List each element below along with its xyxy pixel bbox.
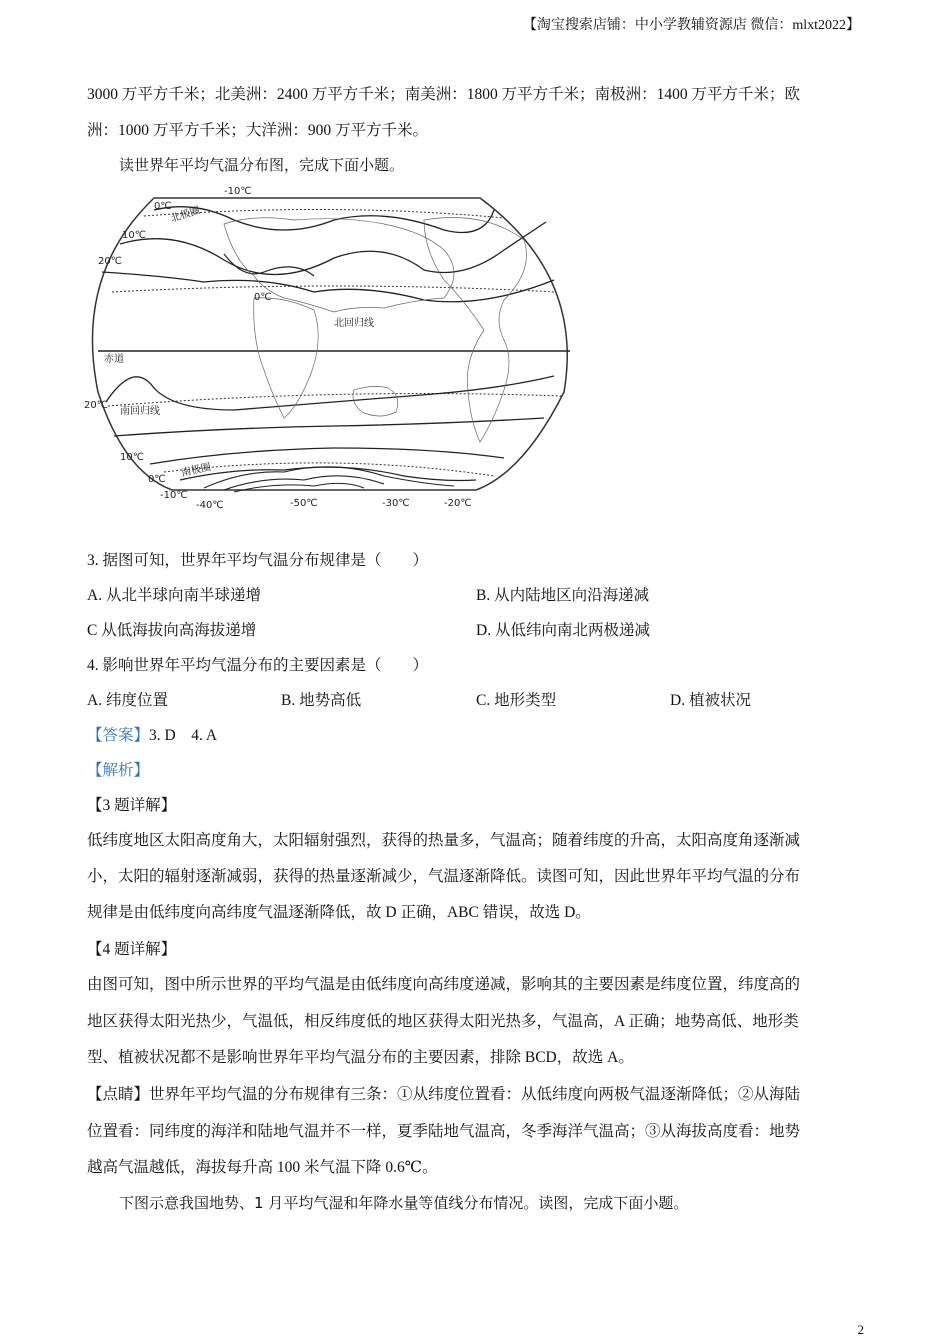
page-header: 【淘宝搜索店铺：中小学教辅资源店 微信：mlxt2022】 bbox=[522, 18, 860, 33]
label-equator: 赤道 bbox=[104, 354, 124, 365]
q4-detail-line-2: 地区获得太阳光热少，气温低，相反纬度低的地区获得太阳光热多，气温高，A 正确；地势高低、地形类 bbox=[87, 1013, 799, 1030]
q4-detail-line-3: 型、植被状况都不是影响世界年平均气温分布的主要因素，排除 BCD，故选 A。 bbox=[87, 1049, 634, 1066]
q4-option-b: B. 地势高低 bbox=[281, 692, 362, 709]
tropic-cancer-line bbox=[112, 286, 556, 292]
isotherm-s-10 bbox=[114, 418, 544, 436]
label-left-20s: 20℃ bbox=[84, 400, 108, 411]
q3-detail-line-3: 规律是由低纬度向高纬度气温逐渐降低，故 D 正确，ABC 错误，故选 D。 bbox=[87, 904, 591, 921]
label-bottom-m50: -50℃ bbox=[290, 498, 318, 509]
isotherm-n-0 bbox=[154, 207, 494, 233]
section2-title: 下图示意我国地势、1 月平均气湿和年降水量等值线分布情况。读图，完成下面小题。 bbox=[119, 1194, 689, 1212]
answer-row bbox=[87, 723, 217, 745]
isotherm-s-m10 bbox=[180, 467, 476, 480]
q4-option-a: A. 纬度位置 bbox=[87, 692, 168, 709]
q3-option-c: C 从低海拔向高海拔递增 bbox=[87, 622, 257, 639]
tip-line-3: 越高气温越低，海拔每升高 100 米气温下降 0.6℃。 bbox=[87, 1159, 438, 1176]
label-arctic-circle: 北极圈 bbox=[169, 205, 202, 225]
section1-title: 读世界年平均气温分布图，完成下面小题。 bbox=[119, 156, 405, 174]
q3-detail-tag: 【3 题详解】 bbox=[87, 797, 177, 814]
isotherm-n-10 bbox=[120, 222, 546, 275]
isotherm-s-m30 bbox=[224, 476, 384, 490]
q3-detail-line-1: 低纬度地区太阳高度角大，太阳辐射强烈，获得的热量多，气温高；随着纬度的升高，太阳高度角逐渐减 bbox=[87, 832, 801, 849]
isotherm-s-20 bbox=[106, 376, 554, 410]
answer-text: 3. D 4. A bbox=[149, 727, 218, 744]
answer-tag: 【答案】 bbox=[87, 727, 150, 744]
label-left-10s: 10℃ bbox=[120, 452, 144, 463]
analysis-tag: 【解析】 bbox=[87, 762, 150, 779]
label-left-20: 20℃ bbox=[98, 256, 122, 267]
intro-line-2: 洲：1000 万平方千米；大洋洲：900 万平方千米。 bbox=[87, 122, 429, 139]
label-antarctic-circle: 南极圈 bbox=[180, 461, 212, 479]
label-bottom-m30: -30℃ bbox=[382, 498, 410, 509]
q3-option-a: A. 从北半球向南半球递增 bbox=[87, 587, 261, 604]
label-left-10: 10℃ bbox=[122, 230, 146, 241]
label-tropic-capricorn: 南回归线 bbox=[120, 406, 160, 417]
q3-option-d: D. 从低纬向南北两极递减 bbox=[476, 622, 650, 639]
q3-detail-line-2: 小，太阳的辐射逐渐减弱，获得的热量逐渐减少，气温逐渐降低。读图可知，因此世界年平均气温的分布 bbox=[87, 868, 801, 885]
q3-option-b: B. 从内陆地区向沿海递减 bbox=[476, 587, 650, 604]
continent-americas bbox=[424, 218, 527, 443]
continent-australia bbox=[353, 386, 398, 416]
q3-stem: 3. 据图可知，世界年平均气温分布规律是（ ） bbox=[87, 552, 429, 569]
q4-option-c: C. 地形类型 bbox=[476, 692, 557, 709]
map-outline bbox=[92, 198, 567, 490]
label-left-m10s: -10℃ bbox=[160, 490, 188, 501]
continent-africa bbox=[254, 298, 318, 418]
intro-line-1: 3000 万平方千米；北美洲：2400 万平方千米；南美洲：1800 万平方千米；南极洲：1400 万平方千米；欧 bbox=[87, 86, 801, 103]
label-bottom-m20: -20℃ bbox=[444, 498, 472, 509]
page-number: 2 bbox=[857, 1322, 864, 1337]
tropic-capricorn-line bbox=[108, 394, 562, 406]
q4-detail-tag: 【4 题详解】 bbox=[87, 941, 177, 958]
q4-detail-line-1: 由图可知，图中所示世界的平均气温是由低纬度向高纬度递减，影响其的主要因素是纬度位置，纬度高的 bbox=[87, 976, 801, 993]
isotherm-s-0 bbox=[150, 448, 504, 464]
tip-line-1: 【点睛】世界年平均气温的分布规律有三条：①从纬度位置看：从低纬度向两极气温逐渐降低；②从海陆 bbox=[87, 1086, 801, 1103]
q4-option-d: D. 植被状况 bbox=[670, 692, 751, 709]
label-bottom-m40: -40℃ bbox=[196, 500, 224, 511]
isotherm-n-20 bbox=[102, 272, 554, 302]
label-top-m10: -10℃ bbox=[224, 186, 252, 197]
tip-line-2: 位置看：同纬度的海洋和陆地气温并不一样，夏季陆地气温高，冬季海洋气温高；③从海拔高度看：地势 bbox=[87, 1123, 801, 1140]
label-left-0s: 0℃ bbox=[148, 474, 166, 485]
label-tropic-cancer: 北回归线 bbox=[334, 318, 374, 329]
label-inner-zero: 0℃ bbox=[254, 292, 272, 303]
q4-stem: 4. 影响世界年平均气温分布的主要因素是（ ） bbox=[87, 657, 429, 674]
world-temperature-map bbox=[84, 180, 580, 514]
map-svg bbox=[84, 180, 580, 514]
label-left-0: 0℃ bbox=[154, 201, 172, 212]
